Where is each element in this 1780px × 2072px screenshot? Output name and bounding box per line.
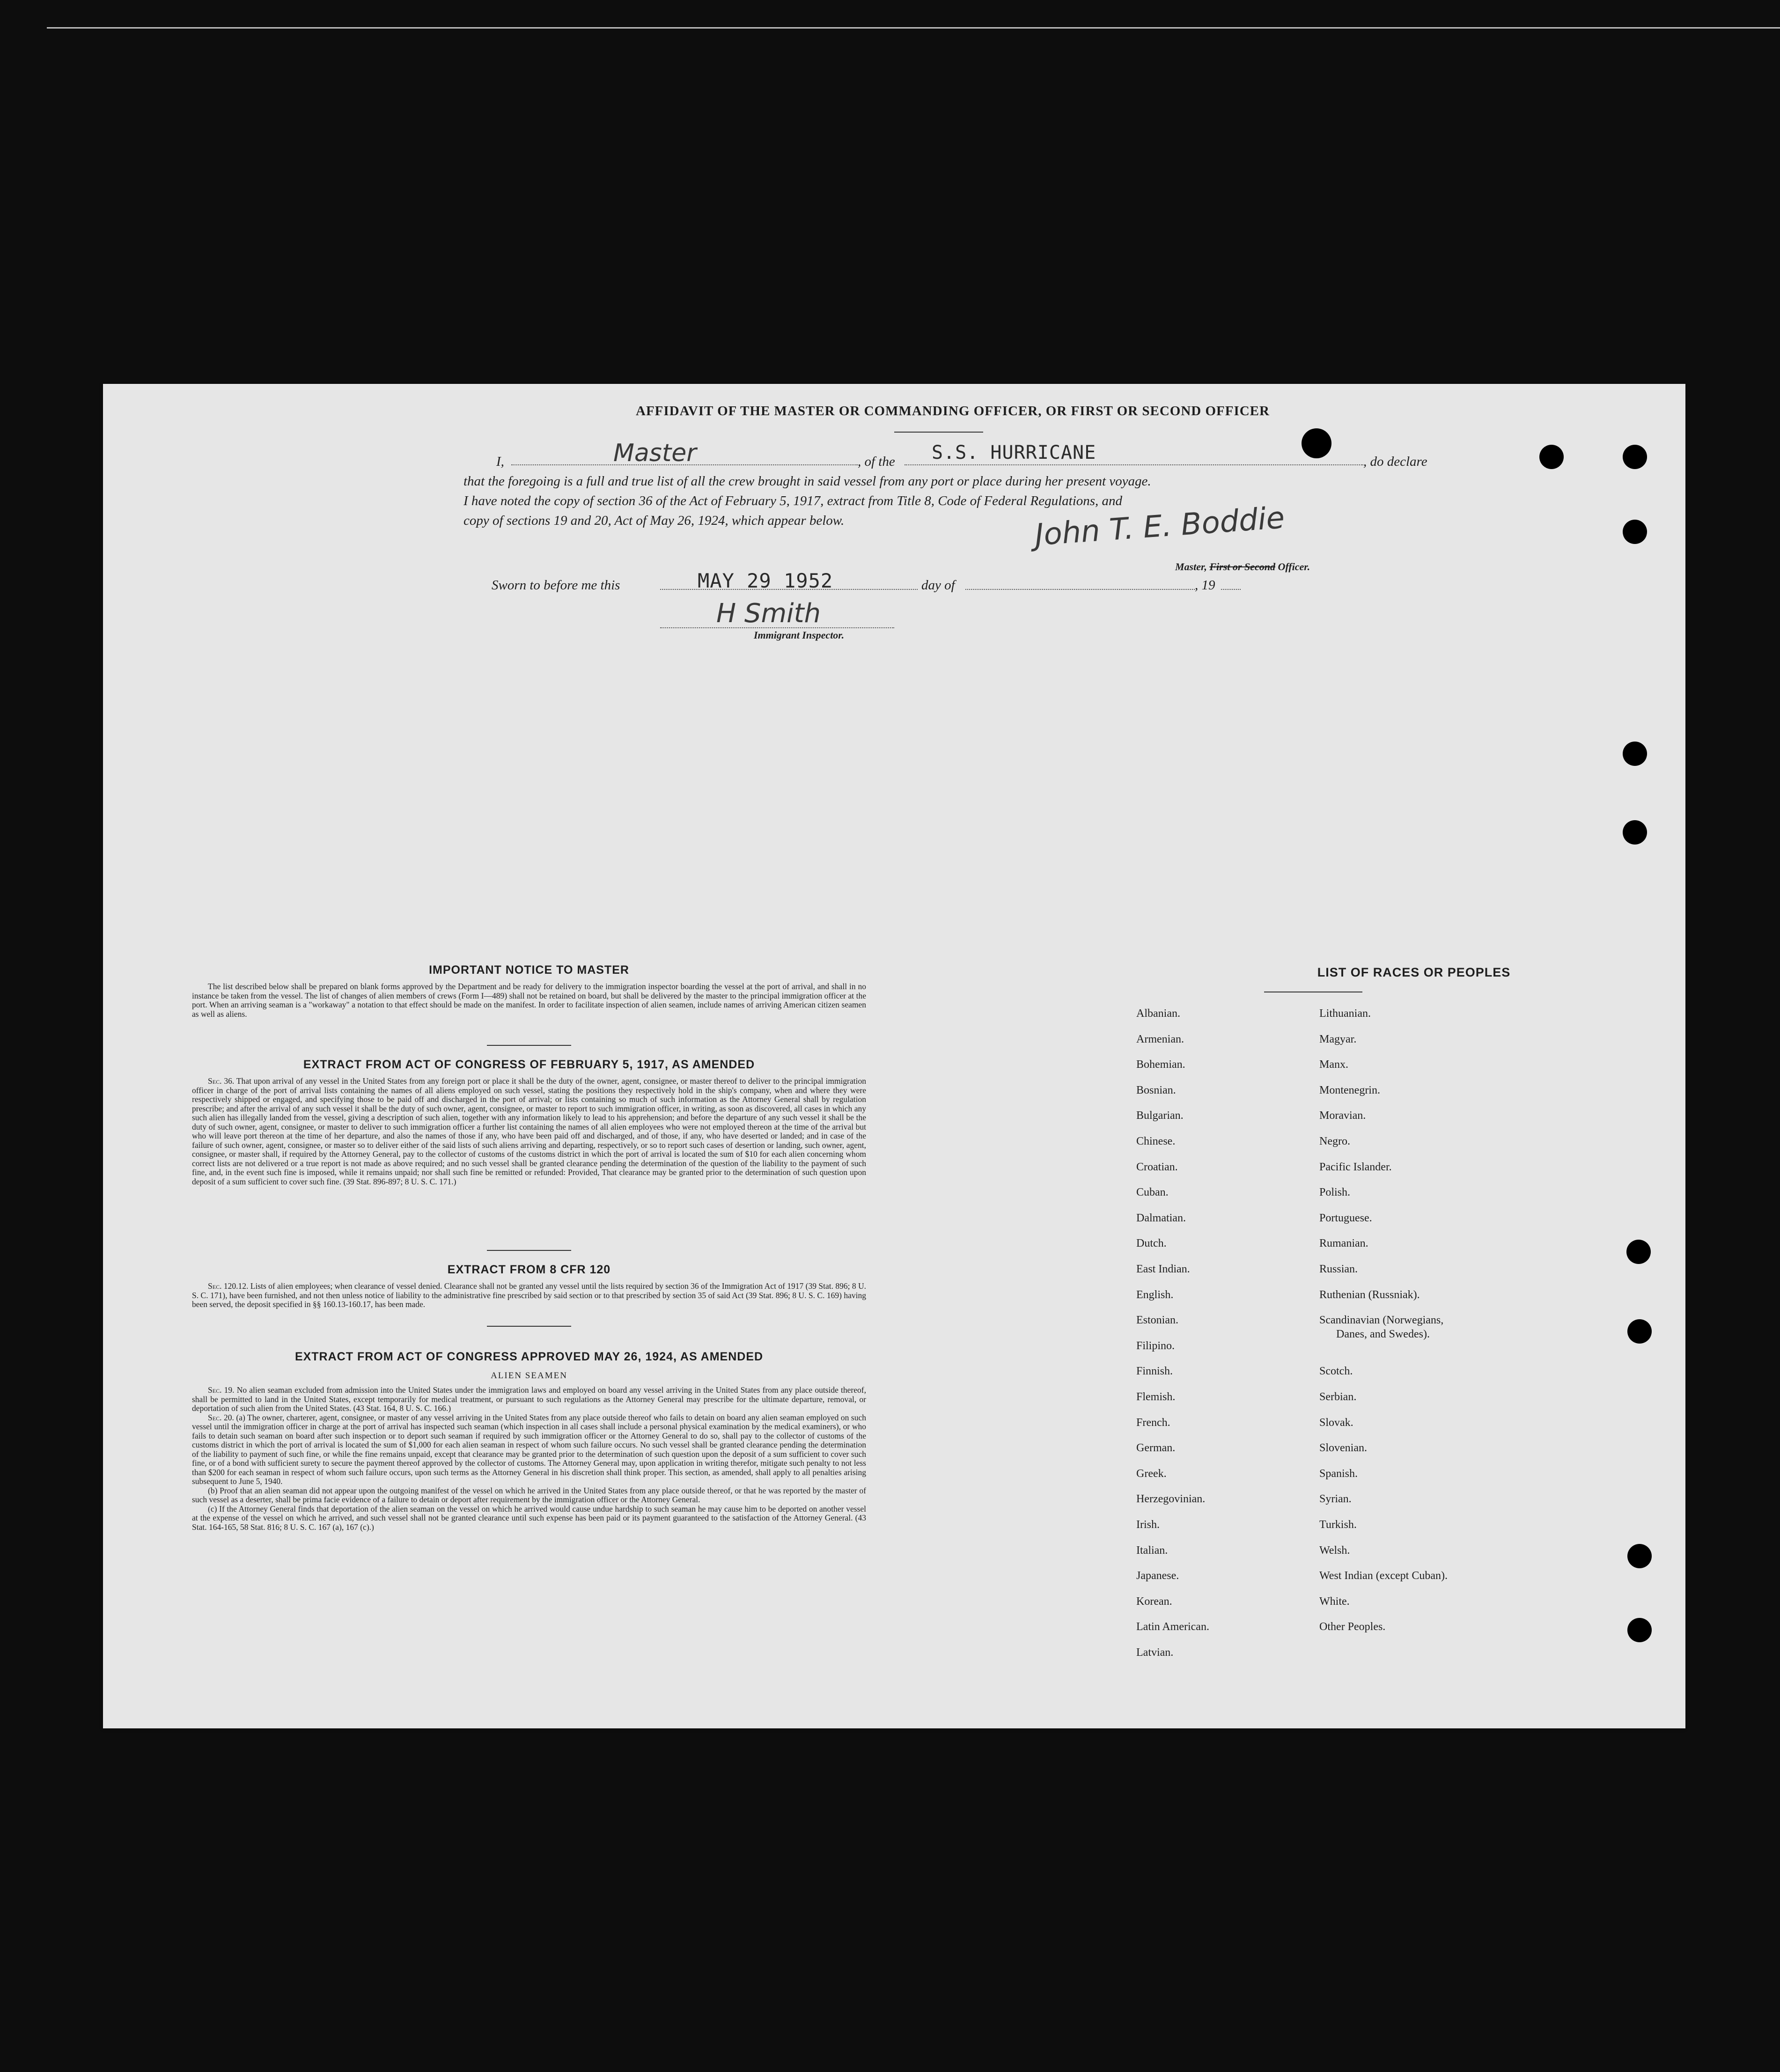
affidavit-title: AFFIDAVIT OF THE MASTER OR COMMANDING OFFICER, OR FIRST OR SECOND OFFICER xyxy=(636,404,1270,419)
punch-hole xyxy=(1623,445,1647,469)
sec-20a-body: (a) The owner, charterer, agent, consignee, or master of any vessel arriving in the United States from any place outside thereof who fails to detain on board any alien seaman employed on such vessel until the immigration officer in charge at the port of arrival has inspected such seaman (which inspection in all cases shall include a personal physical examination by the medical examiners), or who fails to detain such seaman on board after such inspection or to deport such seaman if required by such immigration officer or the Attorney General to do so, shall pay to the collector of customs of the customs district in which the port of arrival is located the sum of $1,000 for each alien seaman in respect of whom such failure occurs. No such vessel shall be granted clearance pending the determination of the liability to payment of such fine, or while the fine remains unpaid, except that clearance may be granted prior to the determination of such question upon the deposit of a sum sufficient to cover such fine, or of a bond with sufficient surety to secure the payment thereof approved by the collector of customs. The Attorney General may, upon application in writing therefor, mitigate such penalty to not less than $200 for each seaman in respect of whom such failure occurs, upon such terms as the Attorney General in his discretion shall think proper. This section, as amended, shall apply to all penalties arising subsequent to June 5, 1940. xyxy=(192,1412,866,1486)
scan-edge-line xyxy=(47,27,1780,29)
master-signature: John T. E. Boddie xyxy=(1034,500,1286,553)
punch-hole xyxy=(1539,445,1564,469)
notice-title: IMPORTANT NOTICE TO MASTER xyxy=(429,963,629,977)
extract-1924-block xyxy=(192,1386,866,1532)
race-item: Latin American. xyxy=(1136,1621,1209,1633)
race-item: Polish. xyxy=(1319,1186,1351,1199)
race-item: Bulgarian. xyxy=(1136,1109,1184,1122)
extract-1917-rule xyxy=(487,1250,571,1251)
race-item: Albanian. xyxy=(1136,1007,1180,1020)
sec-120-12-body: Lists of alien employees; when clearance of vessel denied. Clearance shall not be granted any vessel until the lists required by section 36 of the Immigration Act of 1917 (39 Stat. 896; 8 U. S. C. 171), have been furnished, and not then unless notice of liability to the administrative fine prescribed by said section or to that prescribed by section 35 of said Act (39 Stat. 896; 8 U. S. C. 169) having been served, the deposit specified in §§ 160.13-160.17, has been made. xyxy=(192,1281,866,1309)
extract-1924-title: EXTRACT FROM ACT OF CONGRESS APPROVED MAY 26, 1924, AS AMENDED xyxy=(294,1350,764,1363)
day-of-label: day of xyxy=(921,578,955,593)
vessel-name-line xyxy=(905,464,1363,465)
race-item: Welsh. xyxy=(1319,1544,1350,1557)
race-item: Ruthenian (Russniak). xyxy=(1319,1288,1420,1301)
race-item: Syrian. xyxy=(1319,1493,1352,1506)
race-item: Dutch. xyxy=(1136,1237,1167,1250)
punch-hole xyxy=(1623,742,1647,766)
race-item: Filipino. xyxy=(1136,1339,1175,1352)
race-item: Scotch. xyxy=(1319,1365,1353,1378)
race-item: Japanese. xyxy=(1136,1570,1179,1582)
race-item: Armenian. xyxy=(1136,1033,1184,1045)
race-item: German. xyxy=(1136,1442,1176,1455)
race-item: Portuguese. xyxy=(1319,1212,1372,1224)
race-item: Flemish. xyxy=(1136,1391,1176,1403)
sworn-date-stamp: MAY 29 1952 xyxy=(698,569,833,592)
of-the-label: , of the xyxy=(858,454,895,469)
sworn-year-line xyxy=(1221,589,1241,590)
affidavit-text-line1: that the foregoing is a full and true list of all the crew brought in said vessel from any port or place during her present voyage. xyxy=(463,474,1151,489)
race-item: Estonian. xyxy=(1136,1314,1178,1327)
race-item: Spanish. xyxy=(1319,1467,1358,1480)
extract-cfr-rule xyxy=(487,1326,571,1327)
punch-hole xyxy=(1627,1618,1652,1642)
sworn-label: Sworn to before me this xyxy=(492,578,620,593)
crew-list-form-page xyxy=(103,384,1685,1728)
race-item: Chinese. xyxy=(1136,1135,1176,1147)
punch-hole xyxy=(1623,820,1647,845)
race-item: Pacific Islander. xyxy=(1319,1161,1392,1173)
sec-120-12-label: Sec. 120.12. xyxy=(208,1281,249,1291)
race-item: Finnish. xyxy=(1136,1365,1173,1378)
sec-20-label: Sec. 20. xyxy=(208,1412,234,1422)
race-item: Latvian. xyxy=(1136,1646,1174,1659)
notice-rule xyxy=(487,1045,571,1046)
sec-19-label: Sec. 19. xyxy=(208,1385,235,1395)
race-item: Magyar. xyxy=(1319,1033,1357,1045)
punch-hole xyxy=(1626,1240,1651,1264)
race-item: Negro. xyxy=(1319,1135,1350,1147)
race-item: Other Peoples. xyxy=(1319,1621,1386,1633)
race-item: Greek. xyxy=(1136,1467,1167,1480)
affidavit-text-line3: copy of sections 19 and 20, Act of May 26, 1924, which appear below. xyxy=(463,513,845,528)
extract-cfr-title: EXTRACT FROM 8 CFR 120 xyxy=(447,1263,611,1276)
race-item: Rumanian. xyxy=(1319,1237,1368,1250)
race-item: White. xyxy=(1319,1595,1350,1608)
race-item: French. xyxy=(1136,1416,1170,1429)
inspector-caption: Immigrant Inspector. xyxy=(754,629,845,641)
race-item: Slovenian. xyxy=(1319,1442,1367,1455)
race-item: Russian. xyxy=(1319,1263,1358,1275)
race-item: Herzegovinian. xyxy=(1136,1493,1206,1506)
race-item: English. xyxy=(1136,1288,1174,1301)
race-item: Korean. xyxy=(1136,1595,1172,1608)
race-item: Montenegrin. xyxy=(1319,1084,1380,1096)
alien-seamen-subtitle: ALIEN SEAMEN xyxy=(491,1371,567,1381)
races-title: LIST OF RACES OR PEOPLES xyxy=(1317,965,1511,979)
year-prefix: , 19 xyxy=(1195,578,1215,593)
notice-body: The list described below shall be prepared on blank forms approved by the Department and be ready for delivery to the immigration inspector boarding the vessel at the port of arrival, and shall in no instance be taken from the vessel. The list of changes of alien members of crews (Form I—489) shall not be retained on board, but shall be delivered by the master to the principal immigration officer at the port. When an arriving seaman is a "workaway" a notation to that effect should be made on the manifest. In order to facilitate inspection of alien seamen, include names of arriving American citizen seamen as well as aliens. xyxy=(192,982,866,1019)
punch-hole xyxy=(1627,1544,1652,1568)
race-item: West Indian (except Cuban). xyxy=(1319,1570,1448,1582)
sec-19-body: No alien seaman excluded from admission into the United States under the immigration laws and employed on board any vessel arriving in the United States from any place outside thereof, shall be permitted to land in the United States, except temporarily for medical treatment, or pursuant to such regulations as the Attorney General may prescribe for the ultimate departure, removal, or deportation of such alien from the United States. (43 Stat. 164, 8 U. S. C. 166.) xyxy=(192,1385,866,1413)
race-item: Manx. xyxy=(1319,1058,1348,1071)
vessel-name-stamp: S.S. HURRICANE xyxy=(932,442,1096,463)
notice-body-block xyxy=(192,982,866,1019)
race-item: Bosnian. xyxy=(1136,1084,1176,1096)
sec-20c-body: (c) If the Attorney General finds that deportation of the alien seaman on the vessel on which he arrived would cause undue hardship to such seaman he may cause him to be deported on another vessel at the expense of the vessel on which he arrived, and such vessel shall not be granted clearance until such expense has been paid or its payment guaranteed to the satisfaction of the Attorney General. (43 Stat. 164-165, 58 Stat. 816; 8 U. S. C. 167 (a), 167 (c).) xyxy=(192,1504,866,1532)
race-item: Scandinavian (Norwegians, xyxy=(1319,1314,1444,1327)
race-item: Cuban. xyxy=(1136,1186,1169,1199)
sec-36-body: That upon arrival of any vessel in the United States from any foreign port or place it shall be the duty of the owner, agent, consignee, or master thereof to deliver to the principal immigration officer in charge of the port of arrival lists containing the names of all aliens employed on such vessel, stating the positions they respectively hold in the ship's company, when and where they were respectively shipped or engaged, and specifying those to be paid off and discharged in the port of arrival; or lists containing so much of such information as the Attorney General shall by regulation prescribe; and after the arrival of any such vessel it shall be the duty of such owner, agent, consignee, or master to report to such immigration officer, in writing, as soon as discovered, all cases in which any such alien has illegally landed from the vessel, giving a description of such alien, together with any information likely to lead to his apprehension; and before the departure of any such vessel it shall be the duty of such owner, agent, consignee, or master to deliver to such immigration officer a further list containing the names of all alien employees who were not employed thereon at the time of the arrival but who will leave port thereon at the time of her departure, and also the names of those if any, who have been paid off and discharged, and of those, if any, who have deserted or landed; and in case of the failure of such owner, agent, consignee, or master so to deliver either of the said lists of such aliens arriving and departing, respectively, or so to report such cases of desertion or landing, such owner, agent, consignee, or master shall, if required by the Attorney General, pay to the collector of customs of the customs district in which the port of arrival is located the sum of $10 for each alien concerning whom correct lists are not delivered or a true report is not made as above required; and no such vessel shall be granted clearance pending the determination of the question of the liability to the payment of such fine, and, in the event such fine is imposed, while it remains unpaid; nor shall such fine be remitted or refunded: Provided, That clearance may be granted prior to the determination of such question upon deposit of a sum sufficient to cover such fine. (39 Stat. 896-897; 8 U. S. C. 171.) xyxy=(192,1076,866,1186)
race-item: Serbian. xyxy=(1319,1391,1357,1403)
race-item: Moravian. xyxy=(1319,1109,1366,1122)
punch-hole xyxy=(1302,428,1331,458)
race-item: Bohemian. xyxy=(1136,1058,1185,1071)
race-item: Lithuanian. xyxy=(1319,1007,1371,1020)
punch-hole xyxy=(1627,1319,1652,1344)
race-item: East Indian. xyxy=(1136,1263,1190,1275)
extract-1917-title: EXTRACT FROM ACT OF CONGRESS OF FEBRUARY 5, 1917, AS AMENDED xyxy=(303,1058,755,1071)
race-item: Irish. xyxy=(1136,1519,1160,1531)
sec-36-label: Sec. 36. xyxy=(208,1076,235,1086)
race-item: Turkish. xyxy=(1319,1519,1357,1531)
do-declare-label: , do declare xyxy=(1363,454,1427,469)
master-caption: Master, First or Second Officer. xyxy=(1175,561,1310,573)
sworn-month-line xyxy=(965,589,1195,590)
inspector-signature: H Smith xyxy=(716,598,821,629)
race-item: Slovak. xyxy=(1319,1416,1353,1429)
race-item: Danes, and Swedes). xyxy=(1336,1328,1430,1341)
extract-1917-block xyxy=(192,1077,866,1186)
title-rule xyxy=(894,432,983,433)
race-item: Italian. xyxy=(1136,1544,1168,1557)
race-item: Croatian. xyxy=(1136,1161,1178,1173)
extract-cfr-block xyxy=(192,1282,866,1309)
affidavit-i-label: I, xyxy=(496,454,504,469)
race-item: Dalmatian. xyxy=(1136,1212,1186,1224)
punch-hole xyxy=(1623,520,1647,544)
officer-handwritten: Master xyxy=(613,439,697,467)
affidavit-text-line2: I have noted the copy of section 36 of the Act of February 5, 1917, extract from Title 8, Code of Federal Regulations, and xyxy=(463,493,1123,508)
sec-20b-body: (b) Proof that an alien seaman did not appear upon the outgoing manifest of the vessel on which he arrived in the United States from any place outside thereof, or that he was reported by the master of such vessel as a deserter, shall be prima facie evidence of a failure to detain or deport after requirement by the immigration officer or the Attorney General. xyxy=(192,1485,866,1504)
